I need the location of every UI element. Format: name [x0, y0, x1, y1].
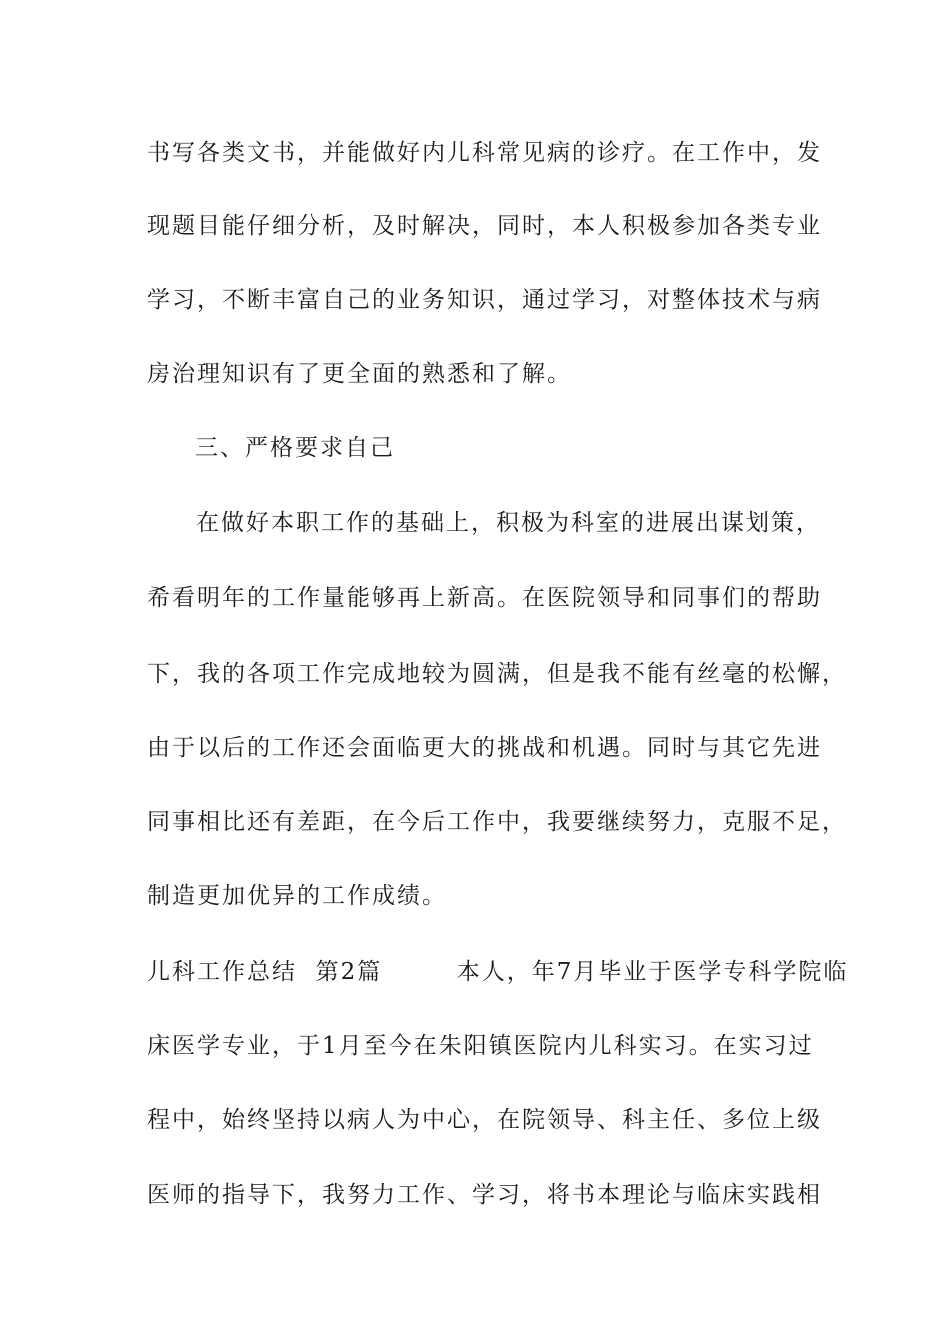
paragraph-line: 现题目能仔细分析，及时解决，同时，本人积极参加各类专业	[147, 213, 822, 239]
paragraph-line: 学习，不断丰富自己的业务知识，通过学习，对整体技术与病	[147, 287, 822, 313]
section-heading: 三、严格要求自己	[195, 435, 395, 461]
paragraph-line: 医师的指导下，我努力工作、学习，将书本理论与临床实践相	[147, 1182, 822, 1208]
paragraph-line: 在做好本职工作的基础上，积极为科室的进展出谋划策，	[196, 510, 821, 536]
paragraph-line: 程中，始终坚持以病人为中心，在院领导、科主任、多位上级	[147, 1107, 822, 1133]
paragraph-line: 床医学专业，于1月至今在朱阳镇医院内儿科实习。在实习过	[147, 1033, 814, 1059]
paragraph-line: 房治理知识有了更全面的熟悉和了解。	[147, 361, 572, 387]
paragraph-line: 由于以后的工作还会面临更大的挑战和机遇。同时与其它先进	[147, 735, 822, 761]
paragraph-line: 希看明年的工作量能够再上新高。在医院领导和同事们的帮助	[147, 585, 822, 611]
paragraph-line: 同事相比还有差距，在今后工作中，我要继续努力，克服不足，	[147, 809, 847, 835]
paragraph-line: 下，我的各项工作完成地较为圆满，但是我不能有丝毫的松懈，	[147, 661, 847, 687]
paragraph-line: 制造更加优异的工作成绩。	[147, 883, 447, 909]
paragraph-line: 书写各类文书，并能做好内儿科常见病的诊疗。在工作中，发	[147, 140, 822, 166]
article-title-line: 儿科工作总结 第2篇 本人，年7月毕业于医学专科学院临	[147, 959, 849, 985]
